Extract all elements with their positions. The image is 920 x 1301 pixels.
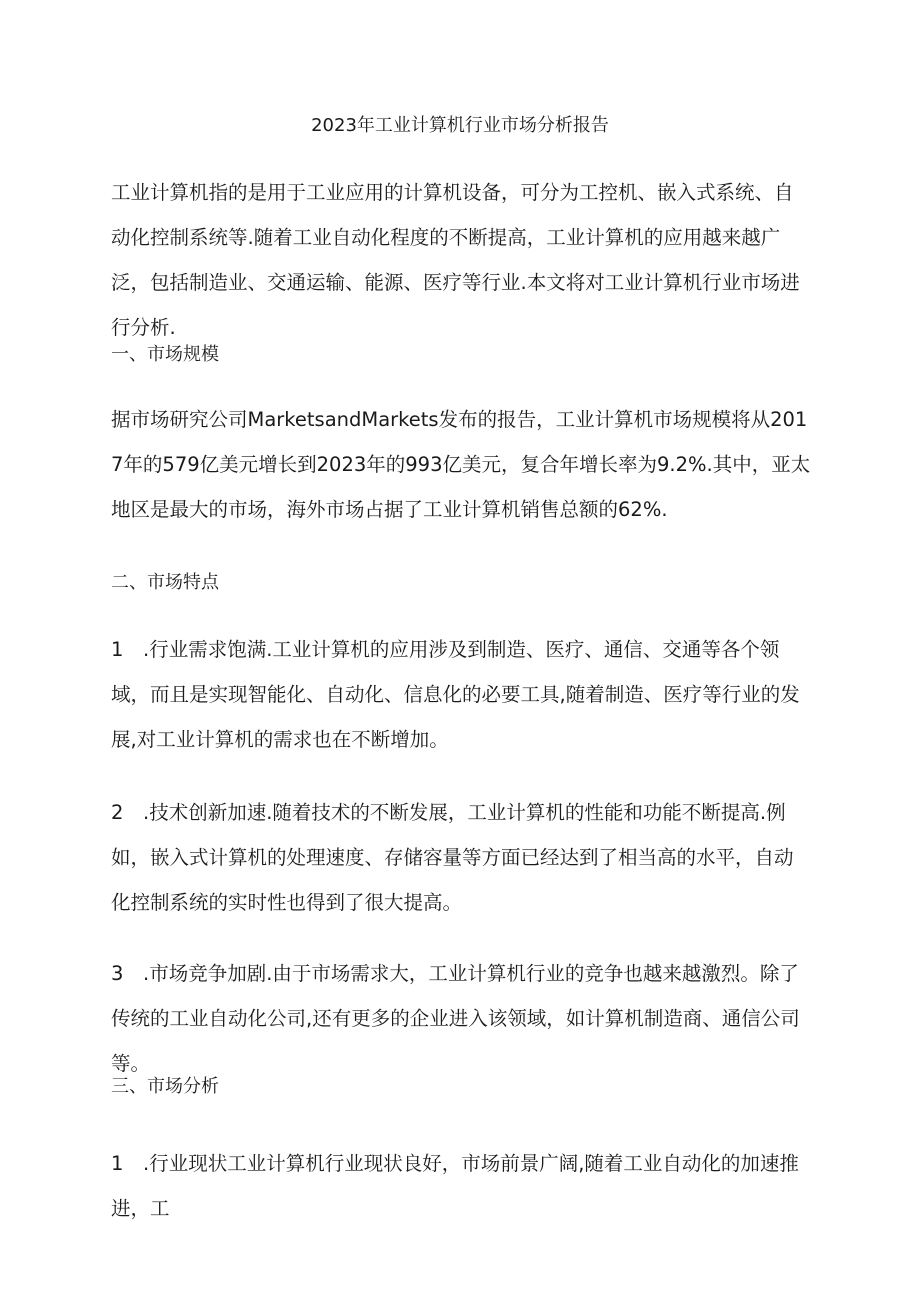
section-heading-market-features: 二、市场特点 bbox=[111, 572, 219, 593]
feature-item-text: .市场竞争加剧.由于市场需求大，工业计算机行业的竞争也越来越激烈。除了传统的工业自动化公司,还有更多的企业进入该领域，如计算机制造商、通信公司等。 bbox=[111, 962, 800, 1075]
analysis-item-number: 1 bbox=[111, 1152, 124, 1175]
feature-item-text: .行业需求饱满.工业计算机的应用涉及到制造、医疗、通信、交通等各个领域，而且是实现智能化、自动化、信息化的必要工具,随着制造、医疗等行业的发展,对工业计算机的需求也在不断增加。 bbox=[111, 638, 800, 751]
feature-item-text: .技术创新加速.随着技术的不断发展，工业计算机的性能和功能不断提高.例如，嵌入式计算机的处理速度、存储容量等方面已经达到了相当高的水平，自动化控制系统的实时性也得到了很大提高。 bbox=[111, 801, 794, 914]
document-title: 2023年工业计算机行业市场分析报告 bbox=[311, 115, 609, 136]
feature-item-number: 3 bbox=[111, 962, 124, 985]
analysis-item-text: .行业现状工业计算机行业现状良好，市场前景广阔,随着工业自动化的加速推进，工 bbox=[111, 1152, 799, 1220]
section-heading-market-analysis: 三、市场分析 bbox=[111, 1076, 219, 1097]
intro-paragraph: 工业计算机指的是用于工业应用的计算机设备，可分为工控机、嵌入式系统、自动化控制系统等.随着工业自动化程度的不断提高，工业计算机的应用越来越广泛，包括制造业、交通运输、能源、医疗等行业.本文将对工业计算机行业市场进行分析. bbox=[111, 181, 800, 339]
section-heading-market-size: 一、市场规模 bbox=[111, 344, 219, 365]
feature-item-number: 2 bbox=[111, 801, 124, 824]
feature-item-3 bbox=[111, 951, 811, 1086]
feature-item-2 bbox=[111, 790, 811, 925]
feature-item-number: 1 bbox=[111, 638, 124, 661]
feature-item-1 bbox=[111, 627, 811, 762]
analysis-item-1 bbox=[111, 1141, 811, 1231]
market-size-paragraph: 据市场研究公司MarketsandMarkets发布的报告，工业计算机市场规模将从2017年的579亿美元增长到2023年的993亿美元，复合年增长率为9.2%.其中，亚太地区是最大的市场，海外市场占据了工业计算机销售总额的62%. bbox=[111, 408, 811, 521]
